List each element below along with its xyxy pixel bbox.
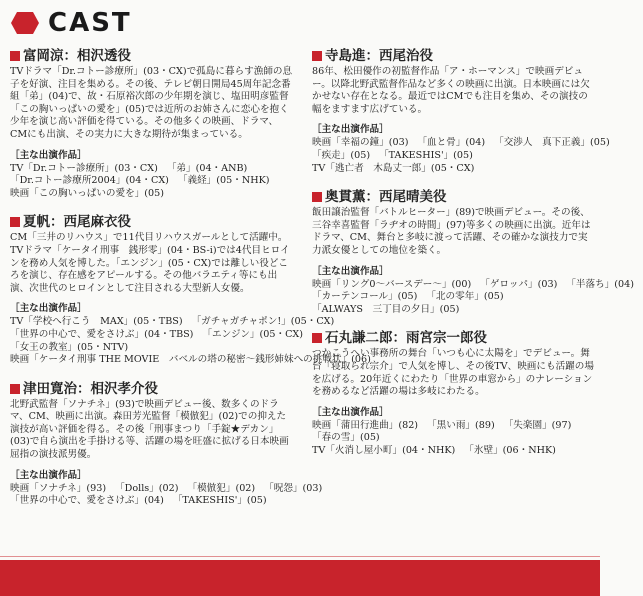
cast-bio: TVドラマ「Dr.コトー診療所」(03・CX)で孤島に暮らす漁師の息子を好演、注目を集める。その後、テレビ朝日開局45周年記念番組「弟」(04)で、故・石原裕次郎の少年期を演じ、塩田明彦監督「この胸いっぱいの愛を」(05)では近所のお姉さんに恋心を抱く少年を演じ高い評価を得ている。その他多くの映画、ドラマ、CMにも出演、その実力に大きな期待が集まっている。 (10, 66, 293, 140)
footer-divider (0, 556, 600, 557)
cast-name (10, 48, 295, 64)
page-title: CAST (48, 8, 132, 38)
works-heading: ［主な出演作品］ (312, 124, 389, 136)
square-bullet-icon (10, 384, 20, 394)
work-title: 「義経」(05・NHK) (177, 175, 270, 187)
square-bullet-icon (312, 51, 322, 61)
cast-name-text: 寺島進：西尾治役 (325, 48, 433, 64)
work-title: 「疾走」(05) (312, 149, 371, 161)
work-title: 「氷壁」(06・NHK) (464, 444, 556, 456)
work-title: 「呪怨」(03) (264, 482, 323, 494)
work-title: TV「火消し屋小町」(04・NHK) (312, 444, 456, 456)
works-line (10, 482, 323, 496)
cast-bio: 北野武監督「ソナチネ」(93)で映画デビュー後、数多くのドラマ、CM、映画に出演。森田芳光監督「模倣犯」(02)での抑えた演技が高い評価を得る。その後「刑事まつり「手錠★デカン」(03)で自ら演出を手掛ける等、活躍の場を旺盛に拡げる日本映画屈指の演技派男優。 (10, 398, 289, 461)
work-title: 映画「ケータイ刑事 THE MOVIE バベルの塔の秘密～銭形姉妹への挑戦状」(06) (10, 354, 371, 366)
works-line (312, 420, 594, 433)
hexagon-icon (10, 11, 40, 35)
work-title: 「血と骨」(04) (417, 137, 486, 149)
work-title: 「ゲロッパ」(03) (480, 278, 558, 290)
works-line (10, 328, 303, 342)
work-title: 「春の雪」(05) (312, 432, 380, 444)
square-bullet-icon (10, 217, 20, 227)
square-bullet-icon (312, 333, 322, 343)
work-title: 「TAKESHIS'」(05) (172, 495, 267, 507)
works-line (10, 354, 371, 367)
cast-name-text: 石丸謙二郎：雨宮宗一郎役 (325, 330, 487, 347)
work-title: 映画「幸福の鐘」(03) (312, 137, 409, 149)
works-line (312, 304, 594, 317)
cast-bio: CM「三井のリハウス」で11代目リハウスガールとして活躍中。TVドラマ「ケータイ刑事 銭形零」(04・BS-i)では4代目ヒロインを務め人気を博した。「エンジン」(05・CX)では離しい役どころを演じ、存在感をアピールする。その他バラエティ等にも出演、次世代のヒロインとして注目される大型新人女優。 (10, 232, 290, 294)
right-column (312, 48, 634, 471)
work-title: 「弟」(04・ANB) (166, 162, 248, 174)
footer-band (0, 560, 600, 596)
works-line (10, 175, 295, 188)
work-title: 「エンジン」(05・CX) (202, 328, 303, 340)
works-line (312, 291, 594, 304)
works-line (10, 316, 335, 329)
works-line (312, 137, 610, 150)
cast-name-text: 夏帆：西尾麻衣役 (23, 214, 131, 231)
square-bullet-icon (312, 192, 322, 202)
work-title: TV「Dr.コトー診療所」(03・CX) (10, 162, 158, 174)
works-line (10, 188, 295, 201)
work-title: 「Dolls」(02) (115, 482, 179, 494)
works-heading: ［主な出演作品］ (10, 303, 87, 315)
cast-name-text: 奥貫薫：西尾晴美役 (325, 189, 447, 206)
work-title: 「ガチャガチャポン!」(05・CX) (191, 316, 335, 328)
cast-entry (10, 48, 295, 200)
cast-entry (312, 330, 594, 457)
cast-entry (10, 380, 323, 508)
work-title: 「模倣犯」(02) (187, 482, 256, 494)
work-title: 「TAKESHIS'」(05) (379, 149, 473, 161)
work-title: 「女王の教室」(05・NTV) (10, 341, 129, 353)
work-title: TV「逃亡者 木島丈一郎」(05・CX) (312, 162, 475, 174)
work-title: 「失楽園」(97) (503, 419, 572, 431)
work-title: 映画「ソナチネ」(93) (10, 482, 107, 494)
cast-name (312, 189, 594, 205)
section-header (10, 8, 132, 38)
works-line (312, 445, 594, 458)
works-heading: ［主な出演作品］ (312, 406, 389, 418)
work-title: 「世界の中心で、愛をさけぶ」(04・TBS) (10, 328, 194, 340)
works-line (312, 278, 634, 292)
work-title: 映画「リング0～バースデー～」(00) (312, 278, 472, 290)
work-title: TV「学校へ行こう MAX」(05・TBS) (10, 316, 183, 328)
work-title: 「Dr.コトー診療所2004」(04・CX) (10, 175, 169, 187)
works-line (312, 163, 594, 176)
cast-entry (312, 189, 634, 316)
work-title: 映画「蒲田行進曲」(82) (312, 419, 419, 431)
works-line (10, 495, 295, 508)
cast-name (312, 48, 594, 64)
work-title: 「半落ち」(04) (566, 278, 634, 290)
works-heading: ［主な出演作品］ (10, 469, 87, 481)
cast-name (312, 330, 594, 346)
works-line (312, 432, 594, 445)
works-line (312, 150, 594, 163)
cast-entry (312, 48, 610, 175)
work-title: 「ALWAYS 三丁目の夕日」(05) (312, 303, 460, 315)
cast-bio: つかこうへい事務所の舞台「いつも心に太陽を」でデビュー。舞台「寝取られ宗介」で人気を博し、その後TV、映画にも活躍の場を広げる。20年近くにわたり「世界の車窓から」のナレーションを務めるなど活躍の場は多岐にわたる。 (312, 348, 594, 398)
works-line (10, 163, 295, 176)
cast-bio: 飯田譲治監督「バトルヒーター」(89)で映画デビュー。その後、三谷幸喜監督「ラヂオの時間」(97)等多くの映画に出演。近年はドラマ、CM、舞台と多岐に渡って活躍、その確かな演技力で実力派女優としての地位を築く。 (312, 207, 591, 256)
works-heading: ［主な出演作品］ (312, 265, 389, 277)
cast-name-text: 富岡涼：相沢透役 (23, 48, 131, 64)
cast-name (10, 381, 295, 397)
work-title: 「世界の中心で、愛をさけぶ」(04) (10, 495, 164, 507)
cast-bio: 86年、松田優作の初監督作品「ア・ホーマンス」で映画デビュー。以降北野武監督作品など多くの映画に出演。日本映画には欠かせない存在となる。最近ではCMでも注目を集め、その演技の幅をますます広げている。 (312, 66, 590, 115)
cast-name (10, 214, 295, 230)
work-title: 「交渉人 真下正義」(05) (494, 137, 610, 149)
work-title: 映画「この胸いっぱいの愛を」(05) (10, 187, 165, 199)
works-line (10, 342, 295, 355)
work-title: 「黒い雨」(89) (427, 419, 495, 431)
cast-name-text: 津田寛治：相沢孝介役 (23, 380, 158, 397)
work-title: 「カーテンコール」(05) (312, 291, 418, 303)
square-bullet-icon (10, 51, 20, 61)
works-heading: ［主な出演作品］ (10, 149, 87, 161)
work-title: 「北の零年」(05) (426, 291, 504, 303)
